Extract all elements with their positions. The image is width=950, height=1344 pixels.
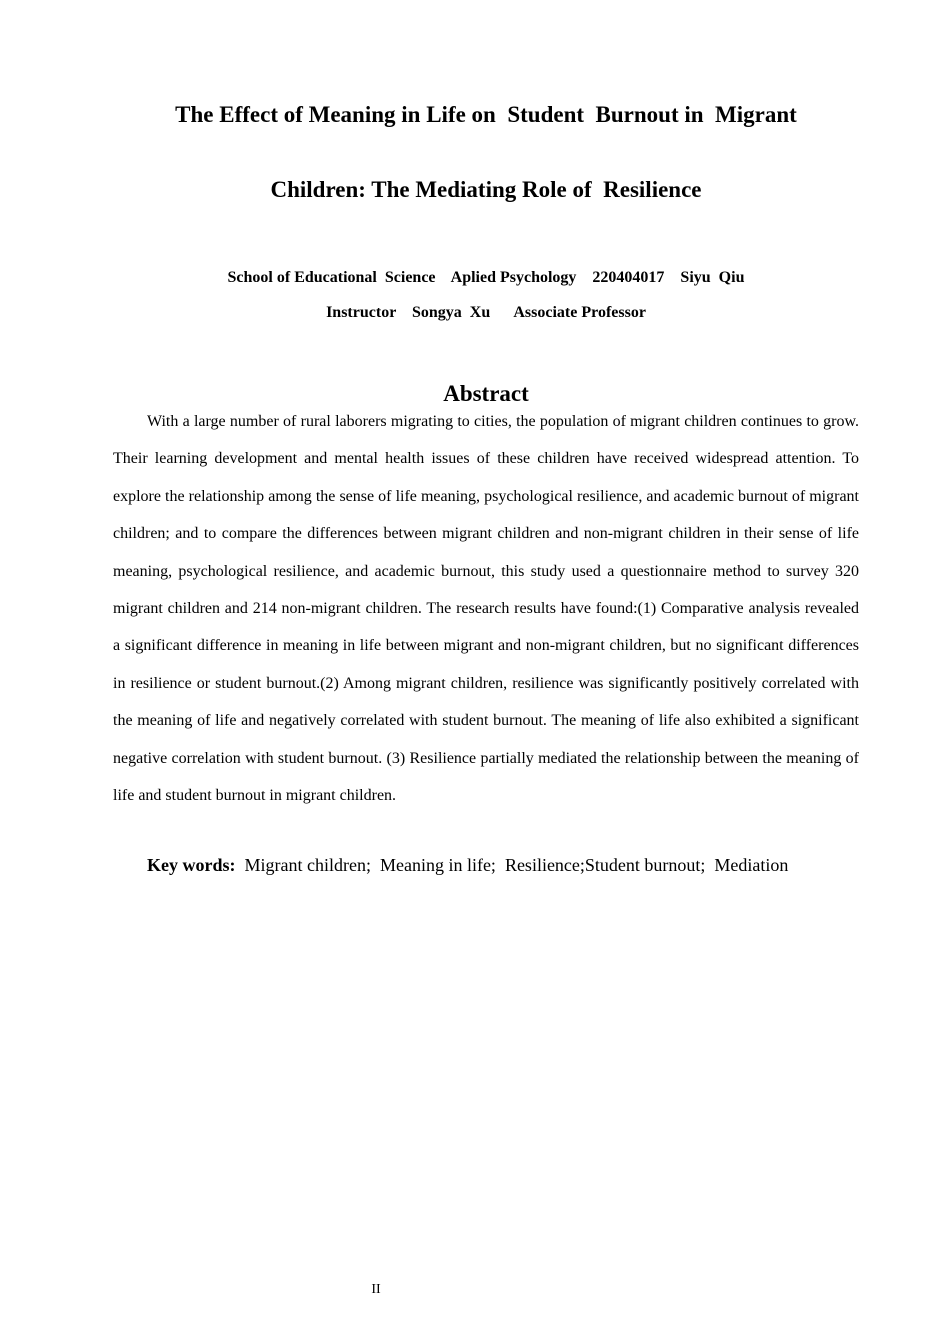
page-number: II [371, 1282, 381, 1297]
keywords-text: Migrant children; Meaning in life; Resilience;Student burnout; Mediation [235, 855, 789, 875]
author-info-line: School of Educational Science Aplied Psychology 220404017 Siyu Qiu [227, 269, 745, 286]
instructor-info-line: Instructor Songya Xu Associate Professor [326, 304, 646, 321]
abstract-heading: Abstract [443, 381, 529, 406]
keywords-line [147, 855, 867, 876]
title-line-1: The Effect of Meaning in Life on Student Burnout in Migrant [175, 102, 797, 127]
title-line-2: Children: The Mediating Role of Resilience [270, 177, 702, 202]
keywords-label: Key words: [147, 855, 236, 875]
abstract-body: With a large number of rural laborers migrating to cities, the population of migrant children continues to grow. Their learning development and mental health issues of these children have received widespread attention. To explore the relationship among the sense of life meaning, psychological resilience, and academic burnout of migrant children; and to compare the differences between migrant children and non-migrant children in their sense of life meaning, psychological resilience, and academic burnout, this study used a questionnaire method to survey 320 migrant children and 214 non-migrant children. The research results have found:(1) Comparative analysis revealed a significant difference in meaning in life between migrant and non-migrant children, but no significant differences in resilience or student burnout.(2) Among migrant children, resilience was significantly positively correlated with the meaning of life and negatively correlated with student burnout. The meaning of life also exhibited a significant negative correlation with student burnout. (3) Resilience partially mediated the relationship between the meaning of life and student burnout in migrant children. [113, 413, 859, 805]
